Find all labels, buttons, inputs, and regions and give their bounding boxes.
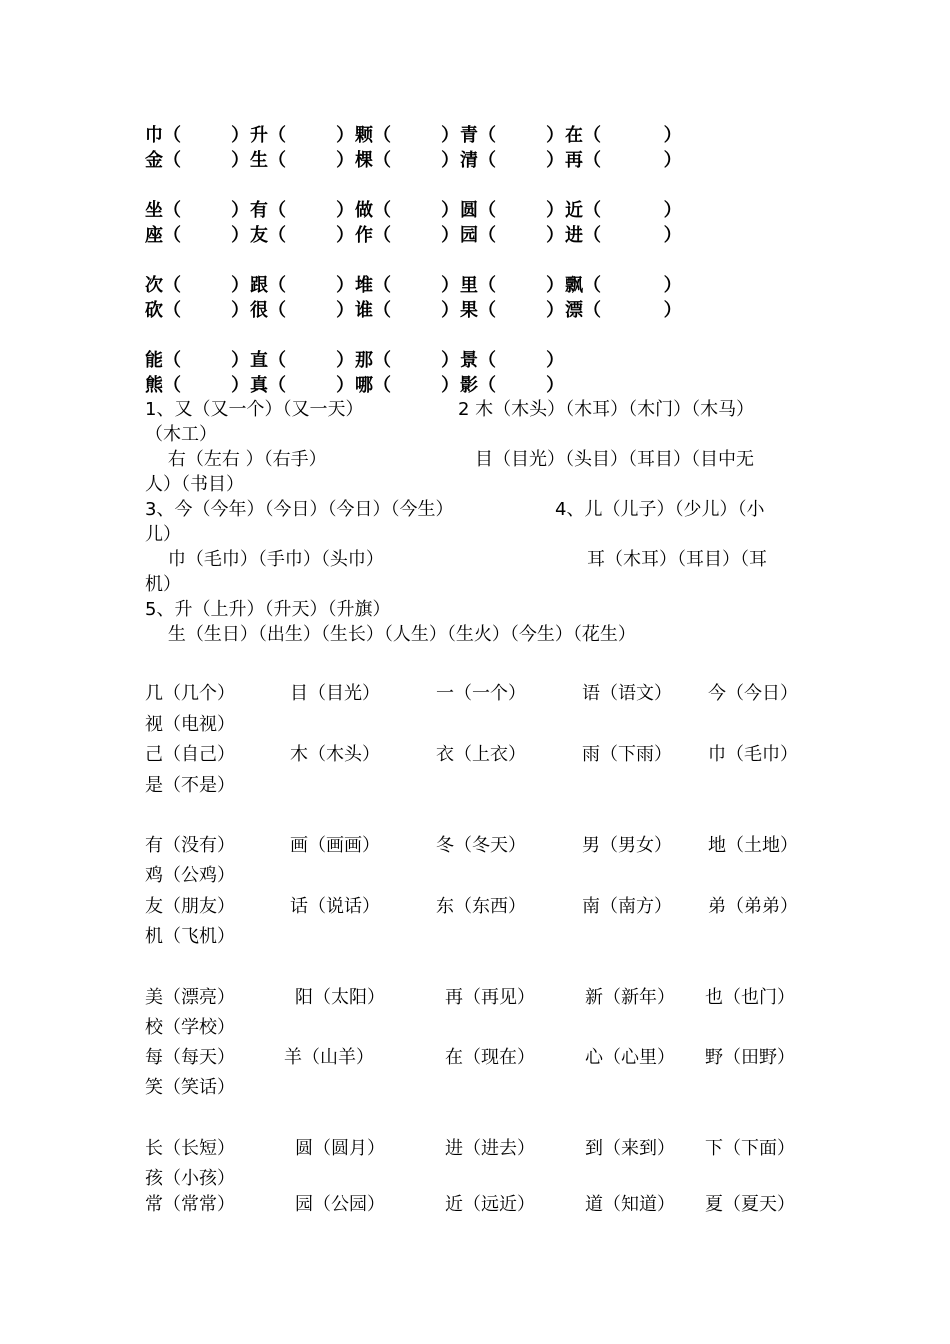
bracket-item: 坐（ ） [145,200,250,221]
word-item: 再（再见） [445,987,535,1008]
phrase-line [145,472,815,497]
word-item: 圆（圆月） [295,1138,385,1159]
bracket-row [145,374,825,398]
bracket-item: 青（ ） [460,125,565,146]
phrase-text: 1、又（又一个）（又一天） [145,399,364,420]
bracket-item: 近（ ） [565,200,682,221]
bracket-item: 里（ ） [460,275,565,296]
bracket-item: 景（ ） [460,350,565,371]
word-item: 新（新年） [585,987,675,1008]
phrase-text: 目（目光）（头目）（耳目）（目中无 [475,449,754,470]
bracket-item: 能（ ） [145,350,250,371]
bracket-row [145,349,825,373]
word-item: 巾（毛巾） [708,744,798,765]
word-row [145,1045,825,1071]
bracket-item: 很（ ） [250,300,355,321]
bracket-item: 金（ ） [145,150,250,171]
word-item: 今（今日） [708,683,798,704]
word-item: 常（常常） [145,1194,235,1215]
bracket-item: 清（ ） [460,150,565,171]
word-row [145,773,825,799]
bracket-item: 谁（ ） [355,300,460,321]
word-item: 心（心里） [585,1047,675,1068]
word-item: 道（知道） [585,1194,675,1215]
word-item: 语（语文） [582,683,672,704]
phrase-line [145,622,815,647]
word-row [145,712,825,738]
word-item: 到（来到） [585,1138,675,1159]
bracket-item: 在（ ） [565,125,682,146]
bracket-item: 再（ ） [565,150,682,171]
bracket-row [145,199,825,223]
word-item: 每（每天） [145,1047,235,1068]
word-item: 一（一个） [436,683,526,704]
bracket-row [145,124,825,148]
phrase-text: 5、升（上升）（升天）（升旗） [145,599,391,620]
phrase-text: 生（生日）（出生）（生长）（人生）（生火）（今生）（花生） [145,624,636,645]
bracket-item: 直（ ） [250,350,355,371]
word-item: 长（长短） [145,1138,235,1159]
word-item: 园（公园） [295,1194,385,1215]
word-row [145,863,825,889]
bracket-item: 巾（ ） [145,125,250,146]
word-item: 己（自己） [145,744,235,765]
word-item: 孩（小孩） [145,1168,235,1189]
word-row [145,681,825,707]
bracket-item: 跟（ ） [250,275,355,296]
bracket-item: 砍（ ） [145,300,250,321]
word-item: 也（也门） [705,987,795,1008]
bracket-item: 真（ ） [250,375,355,396]
phrase-text: 儿） [145,524,181,545]
word-row [145,1166,825,1192]
bracket-item: 那（ ） [355,350,460,371]
bracket-row [145,299,825,323]
phrase-line [145,597,815,622]
word-item: 鸡（公鸡） [145,865,235,886]
word-row [145,1192,825,1218]
phrase-text: 人）（书目） [145,474,244,495]
bracket-item: 飘（ ） [565,275,682,296]
bracket-item: 圆（ ） [460,200,565,221]
bracket-item: 升（ ） [250,125,355,146]
word-item: 男（男女） [582,835,672,856]
word-row [145,833,825,859]
word-item: 夏（夏天） [705,1194,795,1215]
phrase-text: 3、今（今年）（今日）（今日）（今生） [145,499,454,520]
bracket-item: 堆（ ） [355,275,460,296]
word-item: 在（现在） [445,1047,535,1068]
word-row [145,742,825,768]
word-item: 校（学校） [145,1017,235,1038]
phrase-line [145,397,815,422]
word-item: 冬（冬天） [436,835,526,856]
bracket-item: 园（ ） [460,225,565,246]
bracket-item: 漂（ ） [565,300,682,321]
bracket-item: 座（ ） [145,225,250,246]
word-item: 目（目光） [290,683,380,704]
word-row [145,894,825,920]
phrase-text: 右（左右 ）（右手） [145,449,327,470]
bracket-item: 棵（ ） [355,150,460,171]
bracket-item: 有（ ） [250,200,355,221]
bracket-item: 熊（ ） [145,375,250,396]
bracket-item: 哪（ ） [355,375,460,396]
word-item: 有（没有） [145,835,235,856]
bracket-item: 果（ ） [460,300,565,321]
word-item: 画（画画） [290,835,380,856]
bracket-item: 影（ ） [460,375,565,396]
bracket-item: 次（ ） [145,275,250,296]
bracket-item: 作（ ） [355,225,460,246]
phrase-text: （木工） [145,424,217,445]
word-item: 阳（太阳） [295,987,385,1008]
word-item: 野（田野） [705,1047,795,1068]
word-item: 友（朋友） [145,896,235,917]
word-item: 下（下面） [705,1138,795,1159]
phrase-text: 机） [145,574,181,595]
word-item: 几（几个） [145,683,235,704]
word-row [145,924,825,950]
word-item: 南（南方） [582,896,672,917]
word-row [145,1136,825,1162]
word-item: 美（漂亮） [145,987,235,1008]
word-row [145,1015,825,1041]
word-item: 衣（上衣） [436,744,526,765]
phrase-line [145,422,815,447]
bracket-row [145,274,825,298]
phrase-line [145,447,815,472]
phrase-text: 巾（毛巾）（手巾）（头巾） [145,549,384,570]
word-row [145,1075,825,1101]
bracket-row [145,149,825,173]
word-item: 话（说话） [290,896,380,917]
bracket-row [145,224,825,248]
bracket-item: 友（ ） [250,225,355,246]
word-item: 东（东西） [436,896,526,917]
word-item: 进（进去） [445,1138,535,1159]
bracket-item: 进（ ） [565,225,682,246]
bracket-item: 颗（ ） [355,125,460,146]
word-item: 雨（下雨） [582,744,672,765]
word-item: 近（远近） [445,1194,535,1215]
word-item: 地（土地） [708,835,798,856]
phrase-line [145,522,815,547]
word-item: 羊（山羊） [284,1047,374,1068]
word-item: 笑（笑话） [145,1077,235,1098]
word-item: 机（飞机） [145,926,235,947]
bracket-item: 生（ ） [250,150,355,171]
bracket-item: 做（ ） [355,200,460,221]
phrase-line [145,572,815,597]
phrase-text: 耳（木耳）（耳目）（耳 [587,549,767,570]
word-item: 视（电视） [145,714,235,735]
phrase-line [145,497,815,522]
word-item: 弟（弟弟） [708,896,798,917]
phrase-text: 2 木（木头）（木耳）（木门）（木马） [458,399,755,420]
phrase-text: 4、儿（儿子）（少儿）（小 [555,499,765,520]
word-item: 木（木头） [290,744,380,765]
word-row [145,985,825,1011]
word-item: 是（不是） [145,775,235,796]
phrase-line [145,547,815,572]
